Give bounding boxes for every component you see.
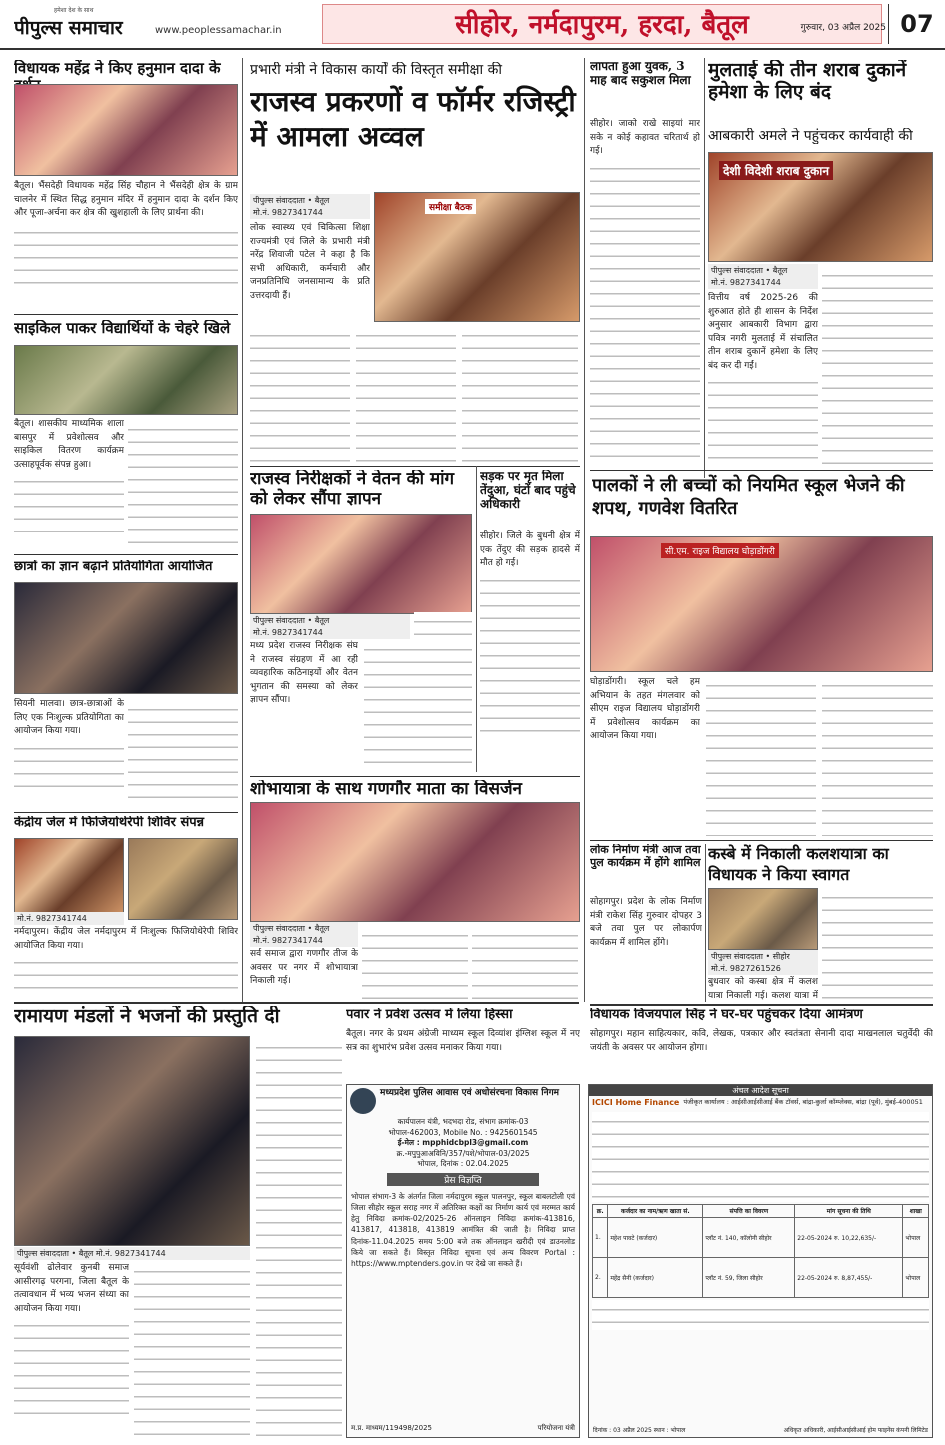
ad-title: प्रेस विज्ञप्ति	[387, 1173, 539, 1186]
article-body	[250, 948, 358, 1000]
column-divider	[584, 58, 585, 1002]
rule	[590, 1004, 933, 1006]
body-lines	[14, 953, 238, 993]
body-lines	[128, 420, 238, 546]
body-lines	[362, 926, 468, 1000]
photo-memorandum	[250, 514, 472, 614]
body-lines	[256, 1038, 342, 1437]
article-body	[590, 896, 702, 1002]
rule	[590, 840, 933, 841]
headline: राजस्व प्रकरणों व फॉर्मर रजिस्ट्री में आमला अव्वल	[250, 85, 576, 153]
ref-text: क्र.-मपुपुआअविनि/357/पशे/भोपाल-03/2025	[396, 1148, 530, 1158]
ad-footer-right: परियोजना यंत्री	[537, 1424, 575, 1432]
ad-address: पंजीकृत कार्यालय : आईसीआईसीआई बैंक टॉवर्स, बांद्रा-कुर्ला कॉम्प्लेक्स, बांद्रा (पूर्व), मुंबई-400051	[683, 1098, 923, 1106]
email-text: ई-मेल : mpphidcbpl3@gmail.com	[397, 1138, 529, 1147]
article-body	[14, 418, 124, 546]
headline: रामायण मंडलों ने भजनों की प्रस्तुति दी	[14, 1006, 280, 1027]
ad-header	[589, 1096, 932, 1110]
newspaper-logo	[14, 6, 154, 42]
column-divider	[476, 466, 477, 772]
phone-credit: मो.नं. 9827341744	[250, 934, 358, 947]
body-lines	[250, 326, 350, 462]
photo-temple	[14, 84, 238, 176]
body-text: बैतूल। भैंसदेही विधायक महेंद्र सिंह चौहान ने भैंसदेही क्षेत्र के ग्राम चालनेर में स्थित सिद्ध हनुमान मंदिर में हनुमान दादा के दर्शन किए और पूजा-अर्चना कर क्षेत्र की खुशहाली के लिए प्रार्थना की।	[14, 181, 238, 218]
col-header: मांग सूचना की तिथि	[795, 1205, 903, 1218]
meeting-banner: समीक्षा बैठक	[425, 199, 476, 214]
body-lines	[822, 888, 933, 1000]
byline: पीपुल्स संवाददाता • बैतूल	[250, 922, 358, 935]
photo-jail-camp-1	[14, 838, 124, 920]
issue-date: गुरुवार, 03 अप्रैल 2025	[800, 23, 886, 33]
office-text: कार्यपालन यंत्री, भदभदा रोड, संभाग क्रमांक-03	[397, 1117, 529, 1126]
article-body	[346, 1028, 580, 1080]
cell: महेश पावटे (कर्जदार)	[608, 1218, 703, 1258]
body-text: बैतूल। शासकीय माध्यमिक शाला बासपुर में प्रवेशोत्सव और साइकिल वितरण कार्यक्रम उत्साहपूर्वक संपन्न हुआ।	[14, 419, 124, 470]
body-text: सोहागपुर। प्रदेश के लोक निर्माण मंत्री राकेश सिंह गुरुवार दोपहर 3 बजे तवा पुल पर लोकार्पण कार्यक्रम में शामिल होंगे।	[590, 897, 702, 948]
photo-liquor-shop	[708, 152, 933, 262]
ad-title: अंचल आदेश सूचना	[589, 1085, 932, 1096]
rule	[14, 554, 238, 555]
icici-logo: ICICI Home Finance	[592, 1098, 680, 1107]
ad-footer-right: अधिकृत अधिकारी, आईसीआईसीआई होम फाइनेंस कंपनी लिमिटेड	[783, 1427, 928, 1434]
phone-credit: मो.नं. 9827341744	[250, 206, 370, 219]
tender-ad	[346, 1084, 580, 1438]
body-text: सोहागपुर। महान साहित्यकार, कवि, लेखक, पत्रकार और स्वतंत्रता सेनानी दादा माखनलाल चतुर्वेदी की जयंती के अवसर पर आयोजन होगा।	[590, 1029, 933, 1053]
headline: लोक निर्माण मंत्री आज तवा पुल कार्यक्रम में होंगे शामिल	[590, 844, 701, 869]
photo-competition	[14, 582, 238, 694]
body-lines	[480, 571, 580, 741]
byline	[14, 1247, 250, 1260]
body-text: सियनी मालवा। छात्र-छात्राओं के लिए एक निःशुल्क प्रतियोगिता का आयोजन किया गया।	[14, 699, 124, 736]
body-text: मध्य प्रदेश राजस्व निरीक्षक संघ ने राजस्व संग्रहण में आ रही व्यवहारिक कठिनाइयों और वेतन भुगतान की समस्या को लेकर ज्ञापन सौंपा।	[250, 641, 358, 705]
body-lines	[414, 612, 472, 638]
phone-text: मो.नं. 9827341744	[95, 1249, 166, 1258]
police-emblem-icon	[350, 1088, 376, 1114]
body-lines	[14, 739, 124, 789]
cell: प्लॉट नं. 140, कॉलोनी सीहोर	[703, 1218, 795, 1258]
body-lines	[14, 223, 238, 293]
photo-cycles	[14, 345, 238, 415]
icici-notice-ad	[588, 1084, 933, 1438]
headline: लापता हुआ युवक, 3 माह बाद सकुशल मिला	[590, 60, 691, 87]
body-text: बैतूल। नगर के प्रथम अंग्रेजी माध्यम स्कूल दिव्यांश इंग्लिश स्कूल में नए सत्र का शुभारंभ प्रवेश उत्सव मनाकर किया गया।	[346, 1029, 580, 1053]
cell: महेंद्र सैनी (कर्जदार)	[608, 1258, 703, 1298]
byline-text: पीपुल्स संवाददाता • बैतूल	[17, 1249, 94, 1258]
section-title: सीहोर, नर्मदापुरम, हरदा, बैतूल	[455, 10, 749, 40]
phone-credit: मो.नं. 9827341744	[250, 626, 410, 639]
ad-footer	[593, 1426, 928, 1434]
body-lines	[592, 1300, 929, 1330]
byline: पीपुल्स संवाददाता • सीहोर	[708, 950, 818, 963]
photo-school	[590, 536, 933, 672]
cell: भोपाल	[903, 1218, 929, 1258]
body-lines	[128, 700, 238, 808]
date-text: भोपाल, दिनांक : 02.04.2025	[417, 1159, 509, 1168]
headline: राजस्व निरीक्षकों ने वेतन की मांग को लेकर सौंपा ज्ञापन	[250, 470, 455, 509]
rule	[14, 1002, 579, 1004]
headline: केंद्रीय जेल में फिजियोथेरेपी शिविर संपन्न	[14, 816, 205, 830]
article-body	[250, 222, 370, 322]
article-body	[708, 976, 818, 1002]
article-body	[590, 118, 700, 466]
column-divider	[704, 58, 705, 478]
kicker: आबकारी अमले ने पहुंचकर कार्यवाही की	[708, 128, 913, 144]
rule	[250, 776, 580, 777]
divider	[888, 4, 889, 44]
body-lines	[822, 266, 933, 466]
ad-body: भोपाल संभाग-3 के अंतर्गत जिला नर्मदापुरम स्कूल पालनपुर, स्कूल बाबलटोली एवं जिला सीहोर स्कूल सराह नगर में अतिरिक्त कक्षों का निर्माण कार्य एवं मरम्मत कार्य हेतु निविदा क्रमांक-02/2025-26 ऑनलाइन निविदा क्रमांक-413816, 413817, 413818, 413819 आमंत्रित की जाती है। निविदा प्राप्त दिनांक-11.04.2025 समय 5:00 बजे तक ऑनलाइन खरीदी एवं डाउनलोड किये जा सकते हैं। विस्तृत निविदा सूचना एवं अन्य विवरण Portal : https://www.mptenders.gov.in पर देखे जा सकते हैं।	[351, 1191, 575, 1268]
photo-jail-camp-2	[128, 838, 238, 920]
ad-footer-left: म.प्र. माध्यम/119498/2025	[351, 1424, 432, 1432]
body-lines	[472, 926, 578, 1000]
ad-header	[347, 1085, 579, 1117]
headline: पालकों ने ली बच्चों को नियमित स्कूल भेजने की शपथ, गणवेश वितरित	[592, 475, 905, 520]
headline: साइकिल पाकर विद्यार्थियों के चेहरे खिले	[14, 320, 231, 337]
article-body	[14, 180, 238, 308]
table-row	[593, 1218, 929, 1258]
logo-tagline: हमेशा देश के साथ	[54, 7, 94, 14]
ad-office	[347, 1117, 579, 1170]
headline: सड़क पर मृत मिला तेंदुआ, घंटों बाद पहुंचे अधिकारी	[480, 470, 576, 511]
body-text: सीहोर। जाको राखे साइयां मार सके न कोई कहावत चरितार्थ हो गई।	[590, 119, 700, 156]
article-body	[14, 1262, 129, 1437]
rule	[14, 812, 238, 813]
body-lines	[14, 1316, 129, 1416]
column-divider	[705, 844, 706, 1002]
shop-sign: देशी विदेशी शराब दुकान	[719, 161, 833, 180]
article-body	[590, 676, 700, 826]
ad-footer-left: दिनांक : 03 अप्रैल 2025 स्थान : भोपाल	[593, 1427, 686, 1434]
article-body	[250, 640, 358, 770]
body-lines	[14, 472, 124, 532]
headline: विधायक महेंद्र ने किए हनुमान दादा के	[14, 60, 221, 77]
photo-kalash-yatra	[708, 888, 818, 950]
logo-text: पीपुल्स समाचार	[14, 17, 123, 39]
body-text: सीहोर। जिले के बुधनी क्षेत्र में एक तेंदुए की सड़क हादसे में मौत हो गई।	[480, 531, 580, 568]
article-body	[590, 1028, 933, 1080]
col-header: संपत्ति का विवरण	[703, 1205, 795, 1218]
headline: पवार ने प्रवेश उत्सव में लिया हिस्सा	[346, 1008, 513, 1022]
body-lines	[822, 676, 933, 836]
website-link[interactable]: www.peoplessamachar.in	[155, 25, 282, 36]
headline: छात्रों का ज्ञान बढ़ाने प्रतियोगिता आयोजित	[14, 560, 213, 574]
article-body	[14, 926, 238, 996]
cell: 22-05-2024 रु. 8,87,455/-	[795, 1258, 903, 1298]
col-header: कर्जदार का नाम/ऋण खाता सं.	[608, 1205, 703, 1218]
body-text: बुधवार को कस्बा क्षेत्र में कलश यात्रा निकाली गई। कलश यात्रा में	[708, 977, 818, 1001]
notice-table	[592, 1204, 929, 1298]
body-text: नर्मदापुरम। केंद्रीय जेल नर्मदापुरम में निःशुल्क फिजियोथेरेपी शिविर आयोजित किया गया।	[14, 927, 238, 951]
cell: 2.	[593, 1258, 608, 1298]
photo-review-meeting	[374, 192, 580, 322]
body-text: सर्व समाज द्वारा गणगौर तीज के अवसर पर नगर में शोभायात्रा निकाली गई।	[250, 949, 358, 986]
article-body	[480, 530, 580, 770]
headline: मुलताई की तीन शराब दुकानें हमेशा के लिए बंद	[708, 60, 907, 103]
col-header: शाखा	[903, 1205, 929, 1218]
kicker: प्रभारी मंत्री ने विकास कार्यों की विस्तृत समीक्षा की	[250, 62, 502, 78]
body-text: लोक स्वास्थ्य एवं चिकित्सा शिक्षा राज्यमंत्री एवं जिले के प्रभारी मंत्री नरेंद्र शिवाजी पटेल ने कहा है कि सभी अधिकारी, कर्मचारी और जनप्रतिनिधि जनसामान्य के प्रति उत्तरदायी हैं।	[250, 223, 370, 301]
table-header	[593, 1205, 929, 1218]
body-lines	[462, 326, 578, 462]
article-body	[14, 698, 124, 808]
body-lines	[708, 373, 818, 466]
headline: कस्बे में निकाली कलशयात्रा का विधायक ने किया स्वागत	[708, 844, 889, 884]
article-body	[708, 292, 818, 466]
phone-credit: मो.नं. 9827341744	[708, 276, 818, 289]
phone-credit: मो.नं. 9827341744	[14, 912, 124, 925]
headline: विधायक विजयपाल सिंह ने घर-घर पहुंचकर दिया आमंत्रण	[590, 1008, 863, 1022]
cell: भोपाल	[903, 1258, 929, 1298]
body-text: वित्तीय वर्ष 2025-26 की शुरुआत होते ही शासन के निर्देश अनुसार आबकारी विभाग द्वारा पवित्र नगरी मुलताई में संचालित तीन शराब दुकानें हमेशा के लिए बंद कर दी गईं।	[708, 293, 818, 371]
ad-footer	[351, 1424, 575, 1433]
phone-credit: मो.नं. 9827261526	[708, 962, 818, 975]
rule	[250, 466, 580, 467]
city-text: भोपाल-462003, Mobile No. : 9425601545	[388, 1127, 538, 1137]
body-lines	[706, 676, 816, 836]
photo-bhajan	[14, 1036, 250, 1246]
ad-org: मध्यप्रदेश पुलिस आवास एवं अधोसंरचना विकास निगम	[380, 1088, 560, 1098]
body-text: सूर्यवंशी ढोलेवार कुनबी समाज आसीरगढ़ परगना, जिला बैतूल के तत्वावधान में भव्य भजन संध्या का आयोजन किया गया।	[14, 1263, 129, 1314]
photo-gangaur	[250, 802, 580, 922]
body-text: घोड़ाडोंगरी। स्कूल चले हम अभियान के तहत मंगलवार को सीएम राइज विद्यालय घोड़ाडोंगरी में प्रवेशोत्सव कार्यक्रम का आयोजन किया गया।	[590, 677, 700, 741]
byline: पीपुल्स संवाददाता • बैतूल	[250, 614, 410, 627]
byline: पीपुल्स संवाददाता • बैतूल	[250, 194, 370, 207]
column-divider	[242, 58, 243, 1002]
school-banner: सी.एम. राइज विद्यालय घोड़ाडोंगरी	[661, 543, 779, 558]
table-row	[593, 1258, 929, 1298]
page-number: 07	[900, 10, 934, 38]
cell: 22-05-2024 रु. 10,22,635/-	[795, 1218, 903, 1258]
cell: प्लॉट नं. 59, जिला सीहोर	[703, 1258, 795, 1298]
body-lines	[364, 640, 472, 768]
headline: शोभायात्रा के साथ गणगौर माता का विसर्जन	[250, 780, 522, 799]
rule	[590, 470, 933, 471]
body-lines	[590, 159, 700, 459]
col-header: क्र.	[593, 1205, 608, 1218]
cell: 1.	[593, 1218, 608, 1258]
body-lines	[356, 326, 456, 462]
body-lines	[592, 1112, 929, 1202]
byline: पीपुल्स संवाददाता • बैतूल	[708, 264, 818, 277]
body-lines	[134, 1262, 250, 1437]
rule	[14, 314, 238, 315]
